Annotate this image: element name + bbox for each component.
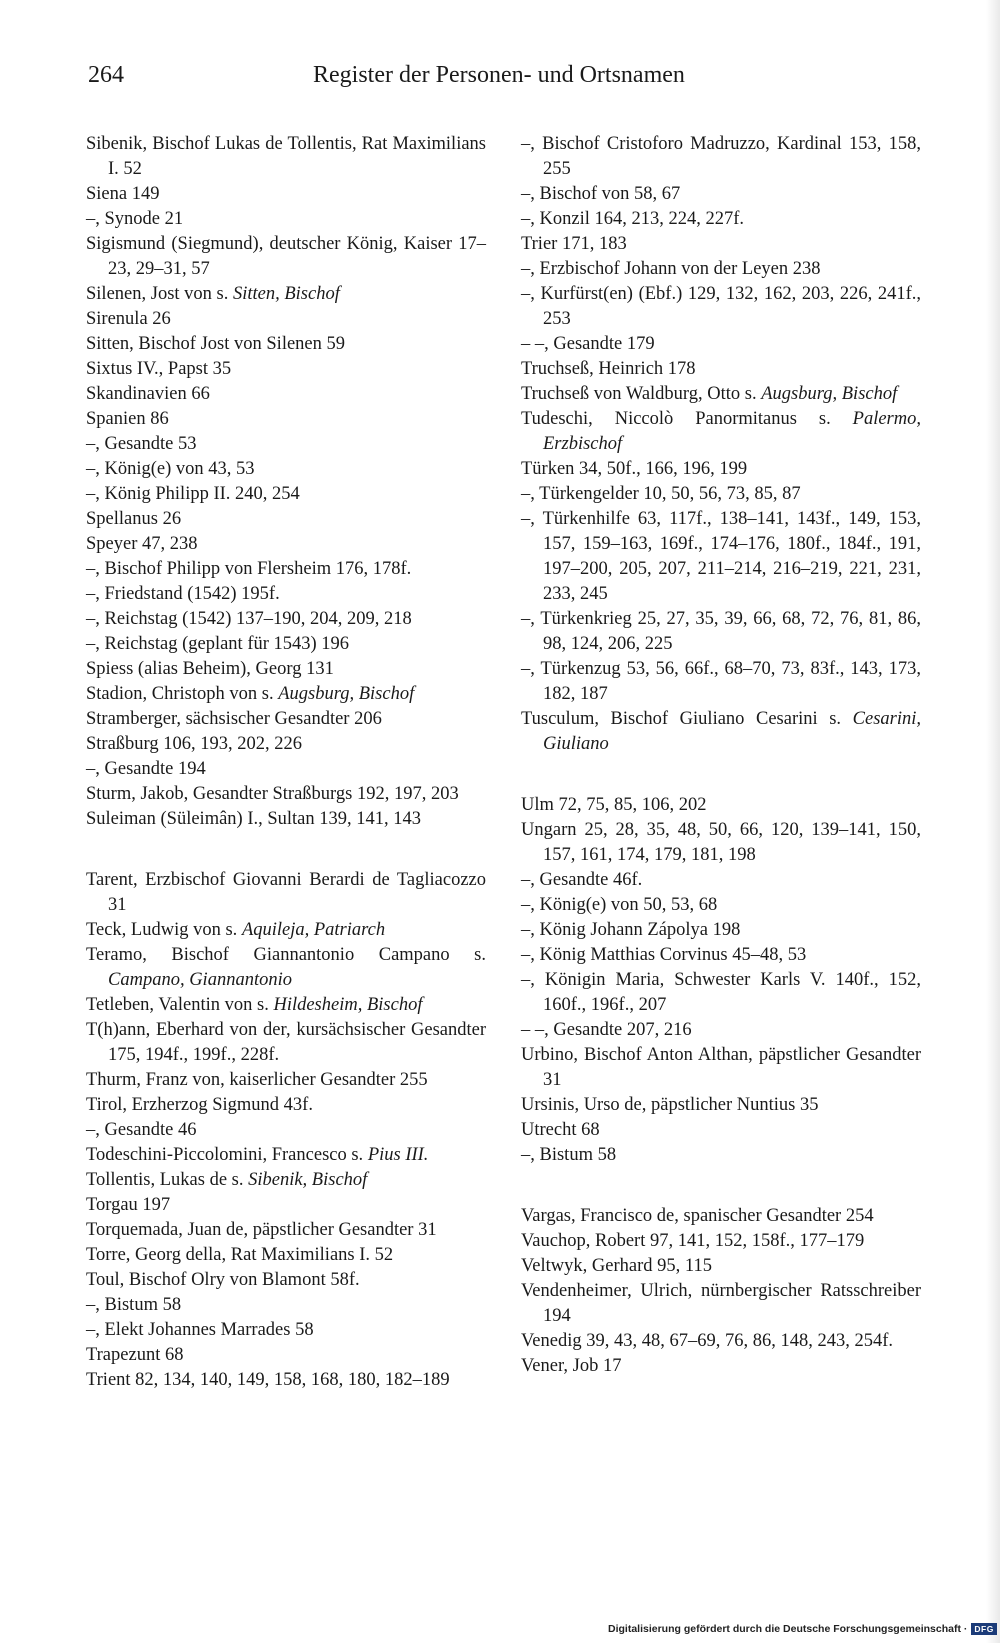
entry-text: –, Erzbischof Johann von der Leyen 238	[521, 259, 821, 279]
cross-reference: Hildesheim, Bischof	[273, 995, 423, 1015]
index-entry	[521, 282, 921, 332]
entry-text: Sigismund (Siegmund), deutscher König, Kaiser 17–23, 29–31, 57	[86, 234, 486, 279]
entry-text: –, Gesandte 53	[86, 434, 197, 454]
entry-text: Trapezunt 68	[86, 1345, 184, 1365]
index-entry	[86, 207, 486, 232]
index-entry	[521, 457, 921, 482]
entry-text: –, Türkenhilfe 63, 117f., 138–141, 143f., 149, 153, 157, 159–163, 169f., 174–176, 180f., 184f., 191, 197–200, 205, 207, 211–214, 216–219, 221, 231, 233, 245	[521, 509, 921, 604]
index-entry	[521, 382, 921, 407]
entry-text: Tudeschi, Niccolò Panormitanus s.	[521, 409, 853, 429]
entry-text: Ungarn 25, 28, 35, 48, 50, 66, 120, 139–141, 150, 157, 161, 174, 179, 181, 198	[521, 820, 921, 865]
entry-text: Ursinis, Urso de, päpstlicher Nuntius 35	[521, 1095, 819, 1115]
index-entry	[521, 1279, 921, 1329]
index-entry	[86, 657, 486, 682]
index-entry	[521, 1118, 921, 1143]
index-entry	[86, 1143, 486, 1168]
entry-text: –, König(e) von 43, 53	[86, 459, 255, 479]
index-entry	[86, 868, 486, 918]
index-entry	[521, 943, 921, 968]
index-entry	[521, 357, 921, 382]
running-title: Register der Personen- und Ortsnamen	[313, 62, 685, 88]
entry-text: –, Friedstand (1542) 195f.	[86, 584, 280, 604]
index-entry	[521, 132, 921, 182]
entry-text: Trier 171, 183	[521, 234, 627, 254]
index-entry	[521, 793, 921, 818]
index-entry	[86, 432, 486, 457]
entry-text: –, Gesandte 46	[86, 1120, 197, 1140]
index-entry	[86, 918, 486, 943]
index-entry	[86, 1193, 486, 1218]
entry-text: Teramo, Bischof Giannantonio Campano s.	[86, 945, 486, 965]
index-entry	[86, 532, 486, 557]
footer-credit	[608, 1623, 997, 1635]
entry-text: – –, Gesandte 179	[521, 334, 655, 354]
entry-text: –, Bistum 58	[521, 1145, 617, 1165]
index-entry	[86, 1218, 486, 1243]
index-column-left	[86, 132, 486, 1393]
page-number: 264	[88, 62, 124, 88]
footer-credit-text: Digitalisierung gefördert durch die Deutsche Forschungsgemeinschaft ·	[608, 1623, 968, 1635]
cross-reference: Aquileja, Patriarch	[241, 920, 386, 940]
index-entry	[521, 1018, 921, 1043]
index-entry	[86, 232, 486, 282]
index-entry	[521, 507, 921, 607]
entry-text: Torgau 197	[86, 1195, 171, 1215]
index-entry	[521, 707, 921, 757]
entry-text: –, Kurfürst(en) (Ebf.) 129, 132, 162, 203, 226, 241f., 253	[521, 284, 921, 329]
entry-text: Spiess (alias Beheim), Georg 131	[86, 659, 334, 679]
index-entry	[86, 357, 486, 382]
index-entry	[86, 632, 486, 657]
index-entry	[86, 1368, 486, 1393]
entry-text: Veltwyk, Gerhard 95, 115	[521, 1256, 712, 1276]
scan-edge	[986, 0, 1000, 1643]
entry-text: Skandinavien 66	[86, 384, 210, 404]
entry-text: –, Türkenkrieg 25, 27, 35, 39, 66, 68, 72, 76, 81, 86, 98, 124, 206, 225	[521, 609, 921, 654]
entry-text: Sixtus IV., Papst 35	[86, 359, 232, 379]
entry-text: Toul, Bischof Olry von Blamont 58f.	[86, 1270, 360, 1290]
index-entry	[86, 582, 486, 607]
index-entry	[521, 657, 921, 707]
entry-text: –, Bischof Cristoforo Madruzzo, Kardinal 153, 158, 255	[521, 134, 921, 179]
index-entry	[521, 818, 921, 868]
index-entry	[521, 1229, 921, 1254]
index-entry	[86, 707, 486, 732]
entry-text: Spanien 86	[86, 409, 169, 429]
entry-text: Trient 82, 134, 140, 149, 158, 168, 180, 182–189	[86, 1370, 450, 1390]
index-entry	[521, 893, 921, 918]
entry-text: –, Bistum 58	[86, 1295, 182, 1315]
index-entry	[521, 482, 921, 507]
index-entry	[521, 918, 921, 943]
entry-text: –, Konzil 164, 213, 224, 227f.	[521, 209, 745, 229]
index-entry	[86, 732, 486, 757]
index-entry	[86, 407, 486, 432]
index-entry	[521, 257, 921, 282]
index-entry	[86, 1343, 486, 1368]
entry-text: –, Bischof Philipp von Flersheim 176, 178f.	[86, 559, 412, 579]
index-entry	[86, 607, 486, 632]
index-entry	[521, 407, 921, 457]
entry-text: Urbino, Bischof Anton Althan, päpstlicher Gesandter 31	[521, 1045, 921, 1090]
entry-text: –, Elekt Johannes Marrades 58	[86, 1320, 314, 1340]
index-entry	[521, 182, 921, 207]
entry-text: Torquemada, Juan de, päpstlicher Gesandter 31	[86, 1220, 437, 1240]
index-entry	[86, 1293, 486, 1318]
entry-text: Tollentis, Lukas de s.	[86, 1170, 249, 1190]
entry-text: Türken 34, 50f., 166, 196, 199	[521, 459, 748, 479]
index-entry	[86, 1118, 486, 1143]
index-entry	[86, 1243, 486, 1268]
index-entry	[521, 332, 921, 357]
cross-reference: Pius III.	[367, 1145, 429, 1165]
index-entry	[86, 482, 486, 507]
index-entry	[86, 332, 486, 357]
entry-text: –, Reichstag (1542) 137–190, 204, 209, 218	[86, 609, 412, 629]
cross-reference: Sibenik, Bischof	[248, 1170, 368, 1190]
index-entry	[86, 182, 486, 207]
entry-text: Stadion, Christoph von s.	[86, 684, 279, 704]
entry-text: Ulm 72, 75, 85, 106, 202	[521, 795, 707, 815]
index-entry	[86, 282, 486, 307]
entry-text: Vargas, Francisco de, spanischer Gesandter 254	[521, 1206, 874, 1226]
index-entry	[86, 943, 486, 993]
entry-text: –, Türkengelder 10, 50, 56, 73, 85, 87	[521, 484, 801, 504]
entry-text: Suleiman (Süleimân) I., Sultan 139, 141, 143	[86, 809, 422, 829]
index-entry	[86, 807, 486, 832]
index-entry	[86, 132, 486, 182]
entry-text: Speyer 47, 238	[86, 534, 198, 554]
cross-reference: Palermo, Erzbischof	[543, 409, 921, 454]
index-entry	[521, 1143, 921, 1168]
entry-text: –, Königin Maria, Schwester Karls V. 140f., 152, 160f., 196f., 207	[521, 970, 921, 1015]
entry-text: T(h)ann, Eberhard von der, kursächsischer Gesandter 175, 194f., 199f., 228f.	[86, 1020, 486, 1065]
index-entry	[521, 1254, 921, 1279]
index-entry	[521, 1329, 921, 1354]
entry-text: Todeschini-Piccolomini, Francesco s.	[86, 1145, 368, 1165]
entry-text: Sitten, Bischof Jost von Silenen 59	[86, 334, 345, 354]
index-entry	[86, 382, 486, 407]
index-entry	[86, 1093, 486, 1118]
entry-text: Sturm, Jakob, Gesandter Straßburgs 192, 197, 203	[86, 784, 459, 804]
entry-text: Tirol, Erzherzog Sigmund 43f.	[86, 1095, 313, 1115]
index-entry	[521, 968, 921, 1018]
entry-text: Vener, Job 17	[521, 1356, 622, 1376]
index-entry	[86, 1068, 486, 1093]
entry-text: –, Synode 21	[86, 209, 184, 229]
entry-text: – –, Gesandte 207, 216	[521, 1020, 692, 1040]
entry-text: –, König(e) von 50, 53, 68	[521, 895, 718, 915]
entry-text: –, Bischof von 58, 67	[521, 184, 681, 204]
index-entry	[86, 457, 486, 482]
index-entry	[521, 868, 921, 893]
entry-text: Vauchop, Robert 97, 141, 152, 158f., 177–179	[521, 1231, 865, 1251]
cross-reference: Sitten, Bischof	[232, 284, 340, 304]
entry-text: –, König Matthias Corvinus 45–48, 53	[521, 945, 807, 965]
index-entry	[521, 1204, 921, 1229]
dfg-logo: DFG	[971, 1623, 996, 1635]
entry-text: –, Reichstag (geplant für 1543) 196	[86, 634, 350, 654]
entry-text: Utrecht 68	[521, 1120, 600, 1140]
entry-text: Teck, Ludwig von s.	[86, 920, 242, 940]
index-entry	[86, 782, 486, 807]
entry-text: Sibenik, Bischof Lukas de Tollentis, Rat Maximilians I. 52	[86, 134, 486, 179]
entry-text: Tarent, Erzbischof Giovanni Berardi de Tagliacozzo 31	[86, 870, 486, 915]
entry-text: Tetleben, Valentin von s.	[86, 995, 274, 1015]
index-entry	[521, 607, 921, 657]
entry-text: –, König Johann Zápolya 198	[521, 920, 741, 940]
entry-text: Straßburg 106, 193, 202, 226	[86, 734, 303, 754]
index-entry	[86, 1168, 486, 1193]
index-entry	[86, 507, 486, 532]
index-entry	[86, 1318, 486, 1343]
index-entry	[86, 682, 486, 707]
cross-reference: Augsburg, Bischof	[278, 684, 415, 704]
entry-text: Thurm, Franz von, kaiserlicher Gesandter 255	[86, 1070, 428, 1090]
entry-text: Siena 149	[86, 184, 160, 204]
entry-text: –, Gesandte 194	[86, 759, 206, 779]
entry-text: Truchseß von Waldburg, Otto s.	[521, 384, 762, 404]
cross-reference: Cesarini, Giuliano	[543, 709, 921, 754]
entry-text: –, König Philipp II. 240, 254	[86, 484, 300, 504]
cross-reference: Augsburg, Bischof	[761, 384, 898, 404]
index-entry	[86, 307, 486, 332]
entry-text: Vendenheimer, Ulrich, nürnbergischer Ratsschreiber 194	[521, 1281, 921, 1326]
entry-text: Tusculum, Bischof Giuliano Cesarini s.	[521, 709, 853, 729]
cross-reference: Campano, Giannantonio	[108, 970, 292, 990]
index-column-right	[521, 132, 921, 1379]
entry-text: Venedig 39, 43, 48, 67–69, 76, 86, 148, 243, 254f.	[521, 1331, 894, 1351]
index-entry	[521, 1093, 921, 1118]
entry-text: Sirenula 26	[86, 309, 171, 329]
index-entry	[521, 232, 921, 257]
entry-text: Truchseß, Heinrich 178	[521, 359, 696, 379]
index-entry	[86, 757, 486, 782]
index-entry	[86, 1018, 486, 1068]
entry-text: –, Türkenzug 53, 56, 66f., 68–70, 73, 83f., 143, 173, 182, 187	[521, 659, 921, 704]
entry-text: Torre, Georg della, Rat Maximilians I. 52	[86, 1245, 394, 1265]
entry-text: Spellanus 26	[86, 509, 182, 529]
index-entry	[86, 1268, 486, 1293]
index-entry	[86, 557, 486, 582]
index-entry	[521, 207, 921, 232]
entry-text: Silenen, Jost von s.	[86, 284, 233, 304]
index-entry	[521, 1043, 921, 1093]
index-entry	[521, 1354, 921, 1379]
entry-text: –, Gesandte 46f.	[521, 870, 643, 890]
entry-text: Stramberger, sächsischer Gesandter 206	[86, 709, 382, 729]
index-entry	[86, 993, 486, 1018]
